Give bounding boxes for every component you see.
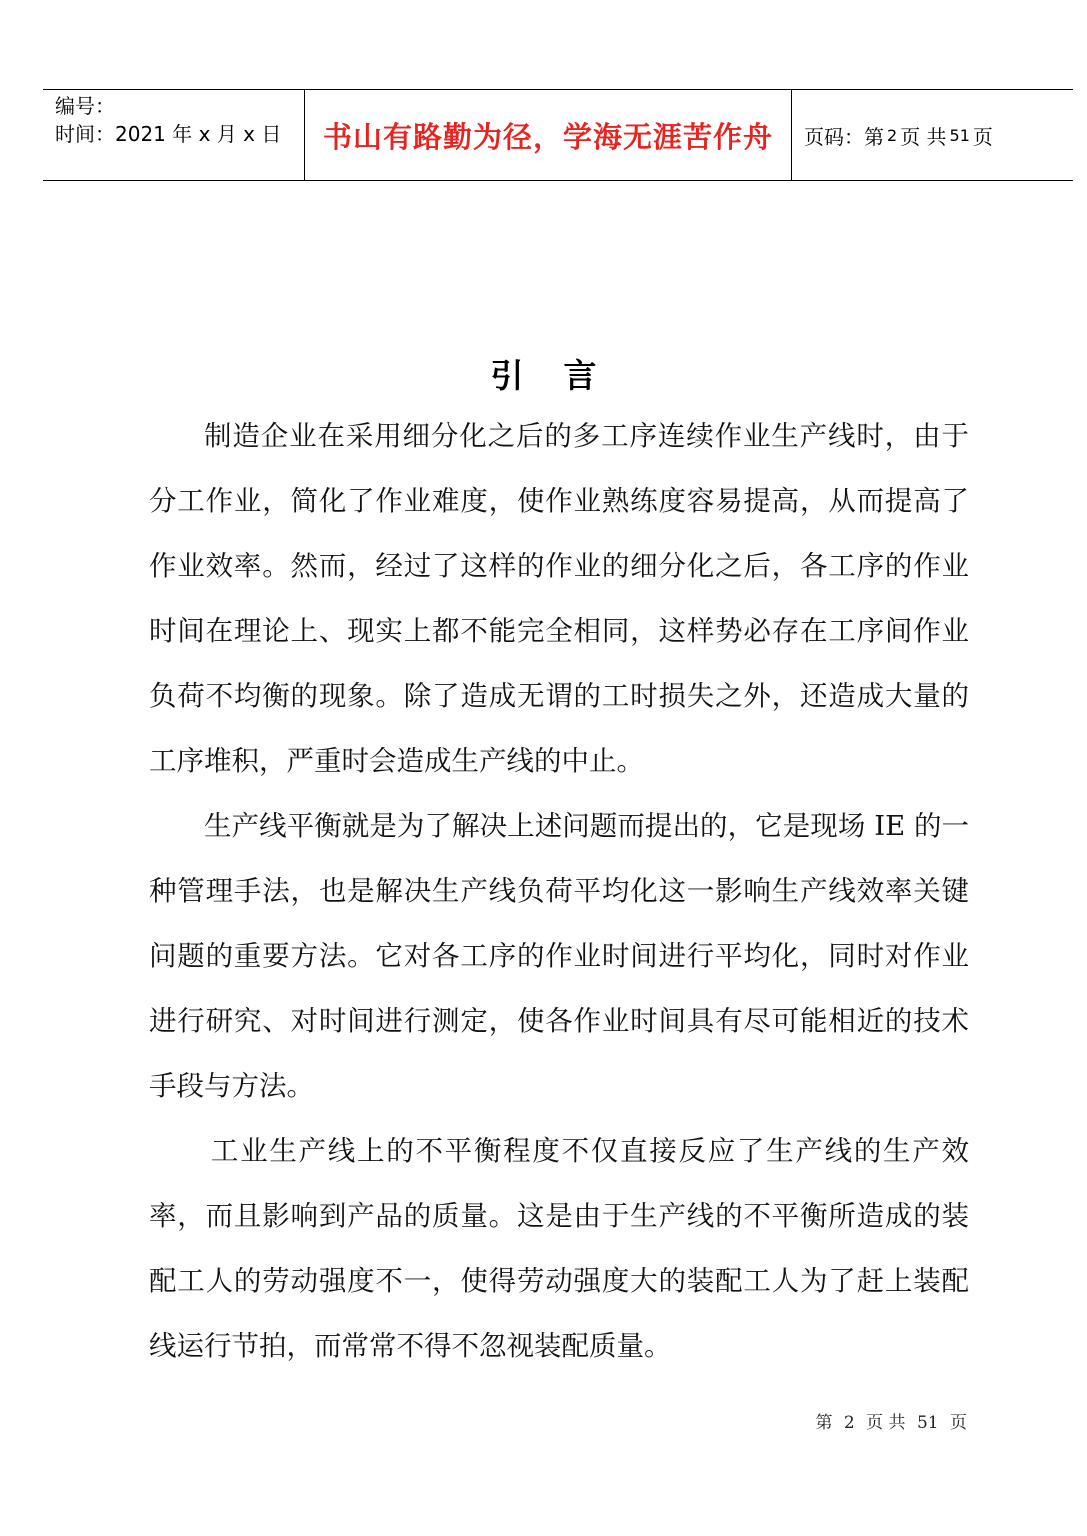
page-title (0, 350, 1087, 397)
page-code-suffix: 页 (972, 124, 993, 149)
body-paragraph-3: 工业生产线上的不平衡程度不仅直接反应了生产线的生产效率，而且影响到产品的质量。这是由于生产线的不平衡所造成的装配工人的劳动强度不一，使得劳动强度大的装配工人为了赶上装配线运行节拍，而常常不得不忽视装配质量。 (149, 1135, 969, 1362)
footer-total: 51 (916, 1413, 939, 1433)
page-footer (800, 1408, 970, 1433)
body-paragraph-2: 生产线平衡就是为了解决上述问题而提出的，它是现场 IE 的一种管理手法，也是解决生产线负荷平均化这一影响生产线效率关键问题的重要方法。它对各工序的作业时间进行平均化，同时对作业进行研究、对时间进行测定，使各作业时间具有尽可能相近的技术手段与方法。 (149, 810, 969, 1102)
header-page-code (792, 90, 1073, 180)
footer-prefix: 第 (815, 1413, 833, 1433)
footer-page: 2 (843, 1413, 855, 1433)
footer-mid: 页 共 (866, 1413, 906, 1433)
header-info-cell (43, 90, 305, 180)
title-char-2: 言 (563, 356, 597, 395)
page-code-mid: 页 共 (900, 124, 947, 149)
body-paragraph-1: 制造企业在采用细分化之后的多工序连续作业生产线时，由于分工作业，简化了作业难度，使作业熟练度容易提高，从而提高了作业效率。然而，经过了这样的作业的细分化之后，各工序的作业时间在理论上、现实上都不能完全相同，这样势必存在工序间作业负荷不均衡的现象。除了造成无谓的工时损失之外，还造成大量的工序堆积，严重时会造成生产线的中止。 (149, 420, 969, 777)
page-code-total: 51 (949, 125, 970, 145)
title-char-1: 引 (490, 356, 524, 395)
page-code-current: 2 (887, 125, 898, 145)
document-time: 时间：2021 年 x 月 x 日 (55, 122, 282, 146)
page-code-prefix: 页码：第 (804, 124, 884, 149)
header-motto: 书山有路勤为径，学海无涯苦作舟 (322, 119, 773, 154)
footer-suffix: 页 (950, 1413, 967, 1433)
document-body (149, 404, 969, 1379)
document-number-label: 编号： (55, 94, 115, 118)
header-motto-cell (305, 90, 792, 180)
page-header (43, 89, 1073, 181)
